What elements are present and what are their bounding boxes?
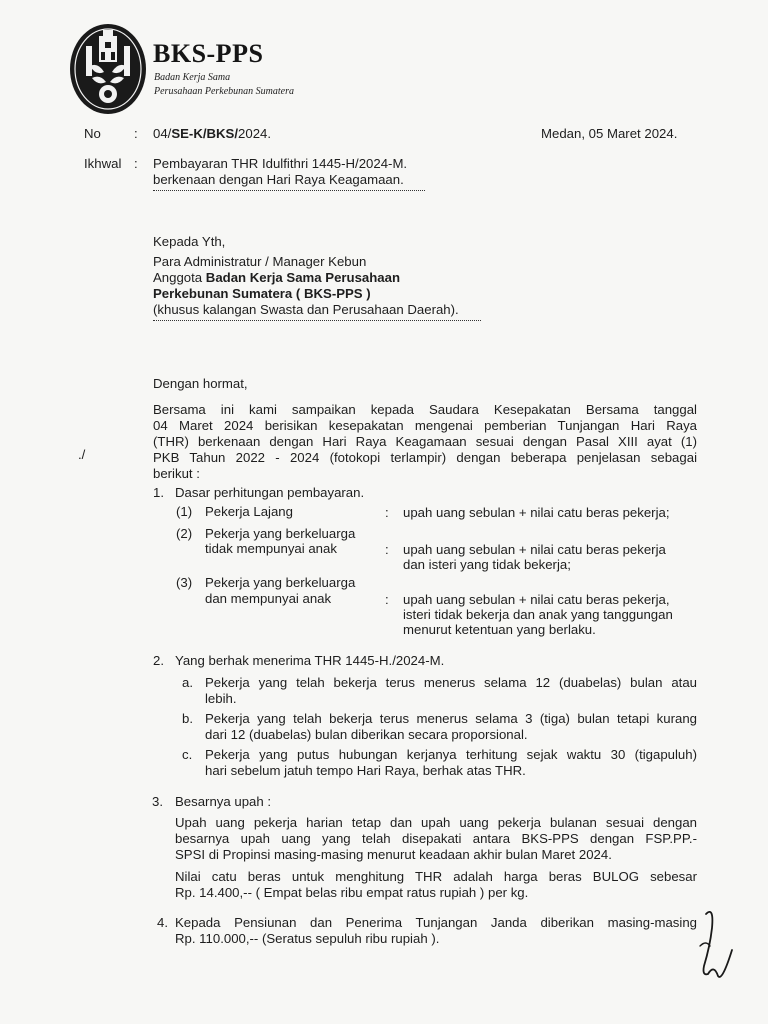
margin-mark: ./ (78, 447, 86, 462)
s1-item-3-colon: : (385, 592, 389, 607)
s3-p2-line: Rp. 14.400,-- ( Empat belas ribu empat ratus rupiah ) per kg. (175, 885, 529, 900)
org-subtitle-1: Badan Kerja Sama (154, 72, 231, 83)
s1-item-2-label-1: Pekerja yang berkeluarga (205, 526, 356, 541)
recipient-underline (153, 320, 481, 321)
ikhwal-line-2: berkenaan dengan Hari Raya Keagamaan. (153, 172, 404, 187)
ikhwal-colon: : (134, 156, 138, 171)
letter-number-part1: 04/ (153, 126, 172, 141)
recipient-line-3-prefix: Anggota (153, 270, 206, 285)
section-2-number: 2. (153, 653, 164, 668)
org-name: BKS-PPS (153, 39, 264, 68)
s1-item-2-desc-2: dan isteri yang tidak bekerja; (403, 557, 571, 572)
s1-item-2-label-2: tidak mempunyai anak (205, 541, 337, 556)
letter-number-year: 2024. (238, 126, 272, 141)
s1-item-3-label-2: dan mempunyai anak (205, 591, 332, 606)
s3-p1-line: SPSI di Propinsi masing-masing menurut keadaan akhir bulan Maret 2024. (175, 847, 612, 862)
s1-item-1-number: (1) (176, 504, 193, 519)
s3-p1-line: besarnya upah uang yang telah disepakati antara BKS-PPS dengan FSP.PP.- (175, 831, 697, 846)
s1-item-2-number: (2) (176, 526, 193, 541)
s1-item-1-label: Pekerja Lajang (205, 504, 293, 519)
no-colon: : (134, 126, 138, 141)
recipient-salutation: Kepada Yth, (153, 234, 226, 249)
place-date: Medan, 05 Maret 2024. (541, 126, 678, 141)
s2-item-a-line: lebih. (205, 691, 237, 706)
letter-number (153, 126, 271, 142)
s1-item-1-desc: upah uang sebulan + nilai catu beras pekerja; (403, 505, 670, 520)
s2-item-a-letter: a. (182, 675, 193, 690)
s4-line: Kepada Pensiunan dan Penerima Tunjangan Janda diberikan masing-masing (175, 915, 697, 930)
ikhwal-label: Ikhwal (84, 156, 122, 171)
s1-item-3-desc-2: isteri tidak bekerja dan anak yang tanggungan (403, 607, 673, 622)
section-3-number: 3. (152, 794, 163, 809)
no-label: No (84, 126, 101, 141)
s1-item-3-desc-3: menurut ketentuan yang berlaku. (403, 622, 596, 637)
ikhwal-underline (153, 190, 425, 191)
org-subtitle-2: Perusahaan Perkebunan Sumatera (154, 86, 294, 97)
recipient-line-3-org: Badan Kerja Sama Perusahaan (205, 270, 401, 285)
recipient-line-5: (khusus kalangan Swasta dan Perusahaan Daerah). (153, 302, 459, 317)
section-3-title: Besarnya upah : (175, 794, 272, 809)
s1-item-2-desc-1: upah uang sebulan + nilai catu beras pekerja (403, 542, 666, 557)
greeting: Dengan hormat, (153, 376, 248, 391)
s2-item-b-line: dari 12 (duabelas) bulan diberikan secara proporsional. (205, 727, 528, 742)
s1-item-3-desc-1: upah uang sebulan + nilai catu beras pekerja, (403, 592, 670, 607)
s2-item-b-line: Pekerja yang telah bekerja terus menerus selama 3 (tiga) bulan tetapi kurang (205, 711, 697, 726)
s1-item-2-colon: : (385, 542, 389, 557)
section-2-title: Yang berhak menerima THR 1445-H./2024-M. (175, 653, 445, 668)
intro-line: 04 Maret 2024 berisikan kesepakatan mengenai pemberian Tunjangan Hari Raya (153, 418, 697, 433)
s1-item-3-number: (3) (176, 575, 193, 590)
section-1-number: 1. (153, 485, 164, 500)
s2-item-b-letter: b. (182, 711, 193, 726)
section-4-number: 4. (157, 915, 168, 930)
s2-item-c-line: hari sebelum jatuh tempo Hari Raya, berhak atas THR. (205, 763, 526, 778)
recipient-line-2: Para Administratur / Manager Kebun (153, 254, 367, 269)
s2-item-a-text (205, 675, 697, 707)
intro-line: PKB Tahun 2022 - 2024 (fotokopi terlampir) dengan beberapa penjelasan sebagai (153, 450, 697, 465)
s1-item-3-label-1: Pekerja yang berkeluarga (205, 575, 356, 590)
s3-paragraph-1 (175, 815, 697, 863)
intro-line: berikut : (153, 466, 200, 481)
section-4-text (175, 915, 697, 947)
intro-paragraph (153, 402, 697, 482)
s3-p2-line: Nilai catu beras untuk menghitung THR adalah harga beras BULOG sebesar (175, 869, 697, 884)
intro-line: (THR) berkenaan dengan Hari Raya Keagamaan sesuai dengan Pasal XIII ayat (1) (153, 434, 697, 449)
recipient-line-4: Perkebunan Sumatera ( BKS-PPS ) (153, 286, 371, 301)
s2-item-a-line: Pekerja yang telah bekerja terus menerus selama 12 (duabelas) bulan atau (205, 675, 697, 690)
section-1-title: Dasar perhitungan pembayaran. (175, 485, 365, 500)
s2-item-c-line: Pekerja yang putus hubungan kerjanya terhitung sejak waktu 30 (tigapuluh) (205, 747, 697, 762)
letter-number-code: SE-K/BKS/ (171, 126, 239, 141)
s4-line: Rp. 110.000,-- (Seratus sepuluh ribu rupiah ). (175, 931, 440, 946)
recipient-line-3 (153, 270, 400, 286)
s2-item-c-letter: c. (182, 747, 193, 762)
s3-p1-line: Upah uang pekerja harian tetap dan upah uang pekerja bulanan sesuai dengan (175, 815, 697, 830)
s3-paragraph-2 (175, 869, 697, 901)
bks-pps-logo (68, 22, 148, 116)
intro-line: Bersama ini kami sampaikan kepada Saudara Kesepakatan Bersama tanggal (153, 402, 697, 417)
s1-item-1-colon: : (385, 505, 389, 520)
s2-item-c-text (205, 747, 697, 779)
initial-signature (692, 906, 736, 986)
ikhwal-line-1: Pembayaran THR Idulfithri 1445-H/2024-M. (153, 156, 408, 171)
s2-item-b-text (205, 711, 697, 743)
